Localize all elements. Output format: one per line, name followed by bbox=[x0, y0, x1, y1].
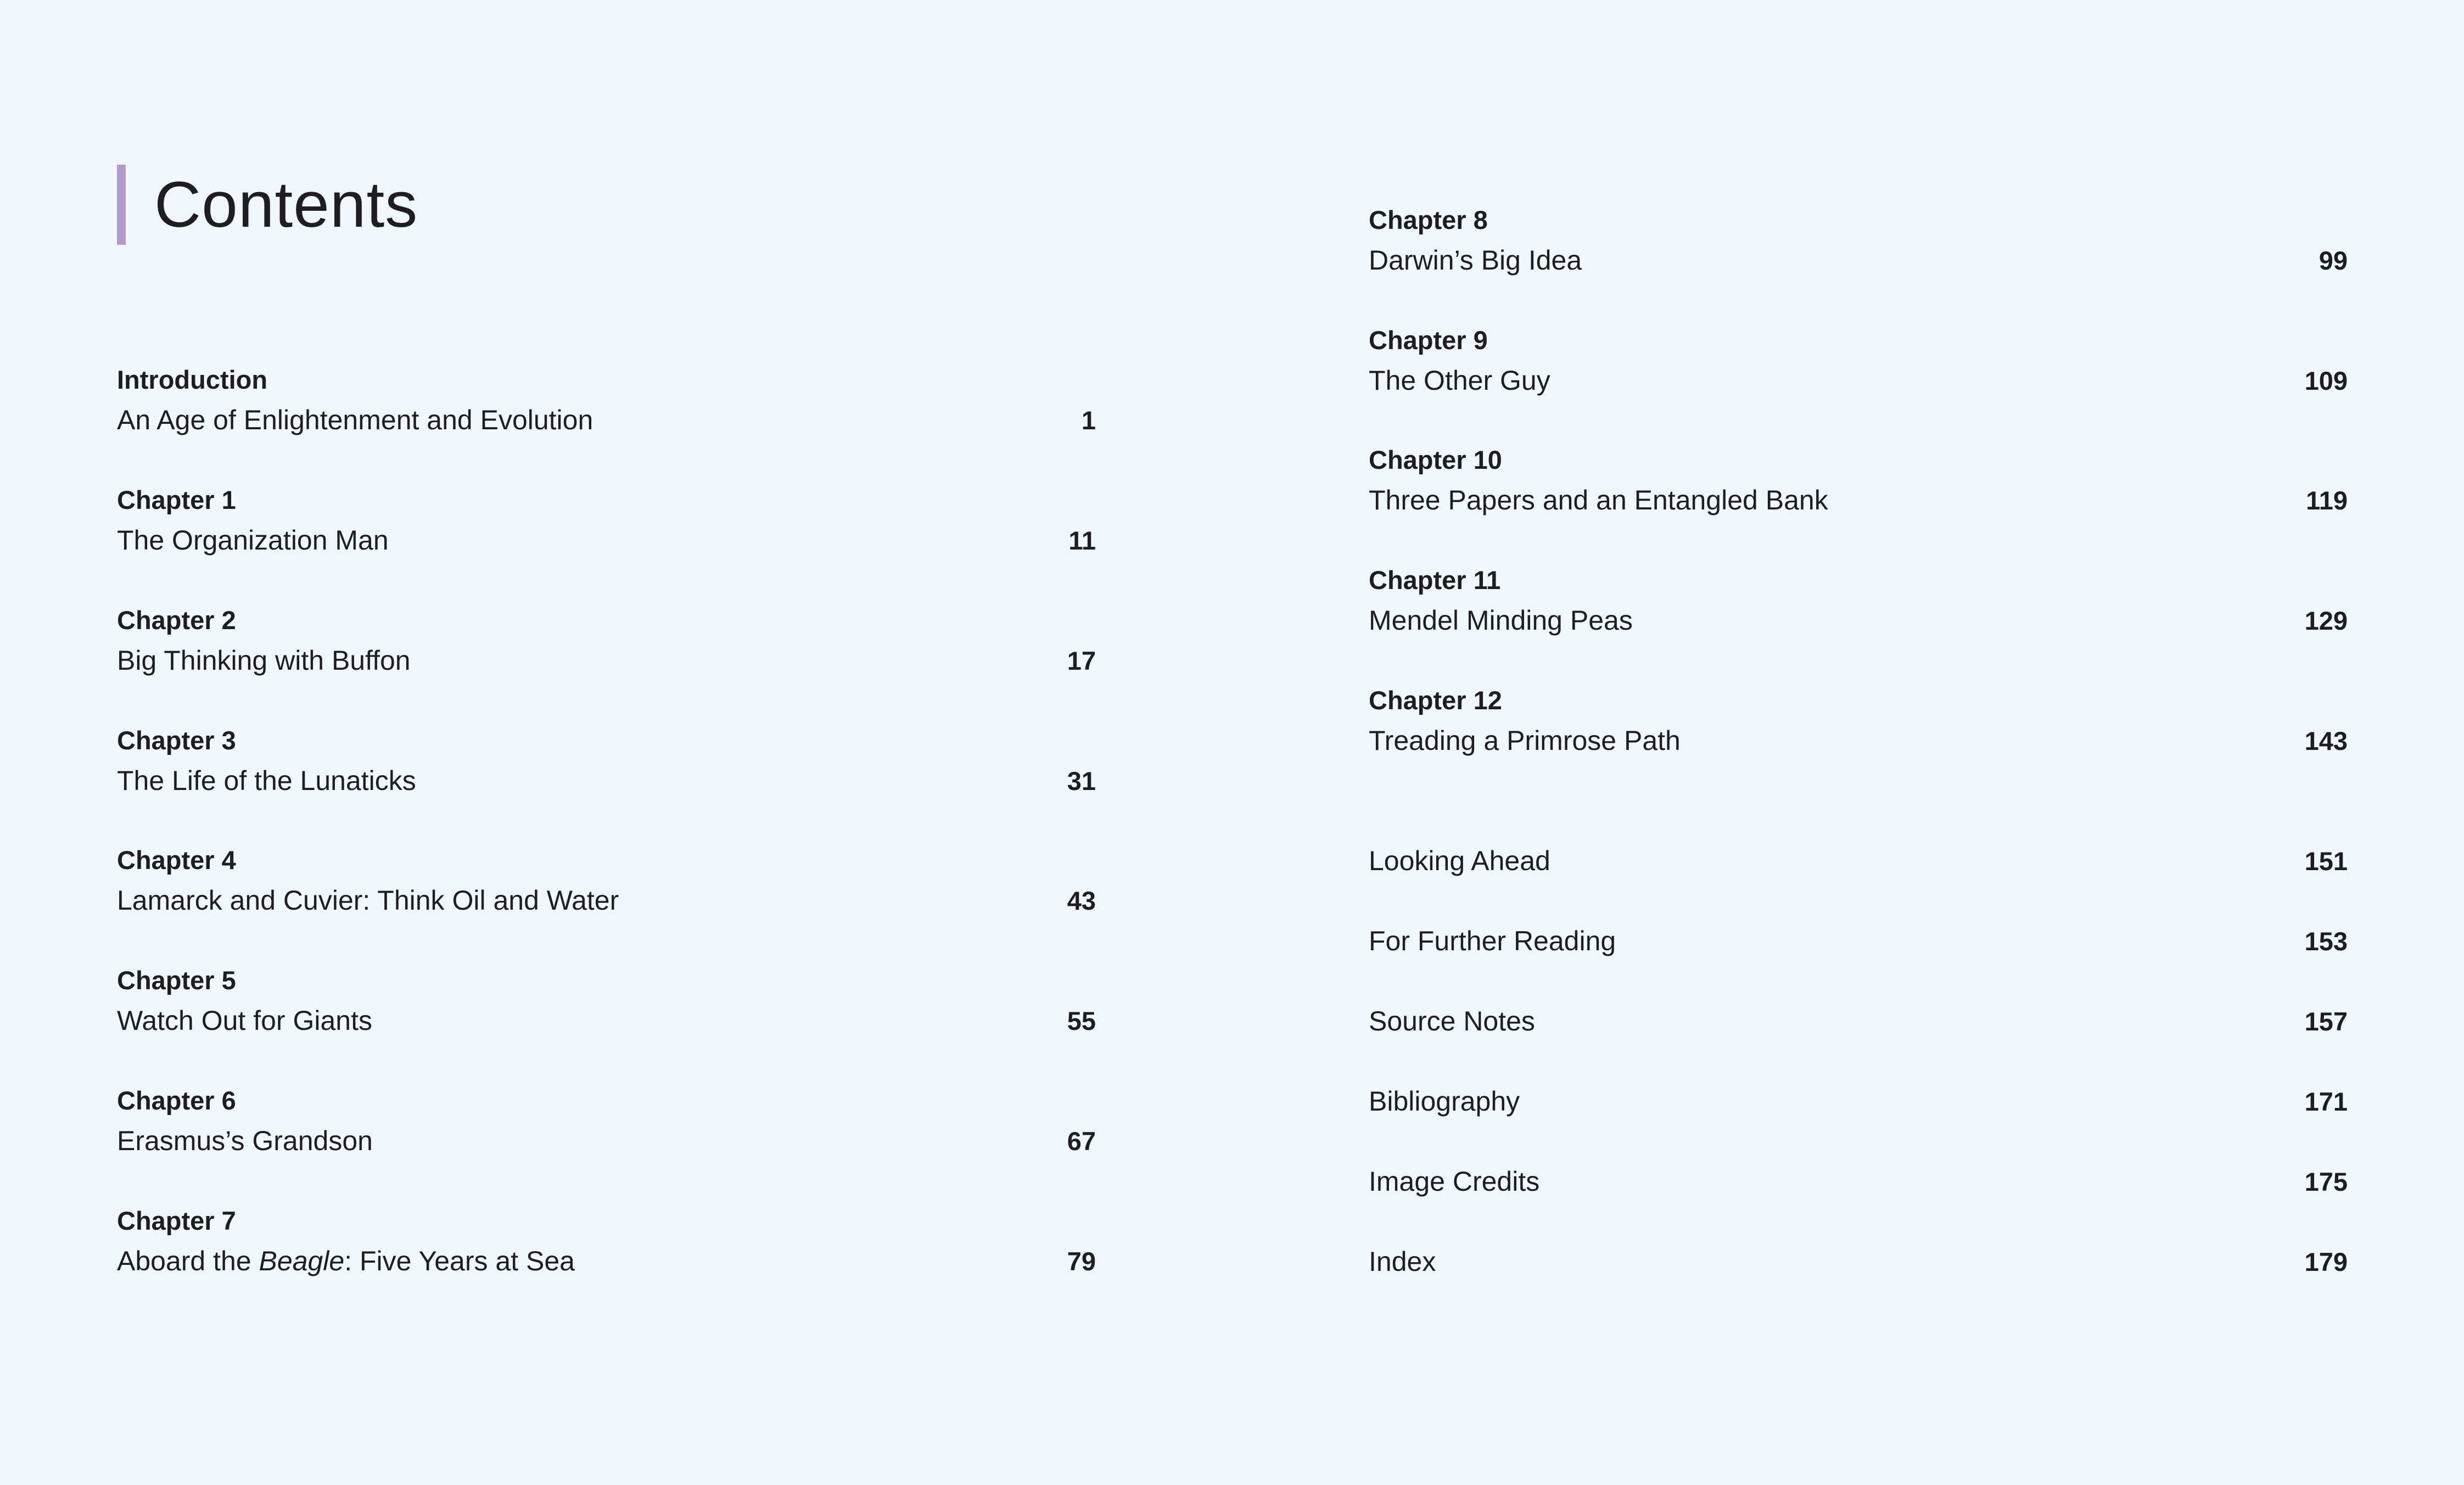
entry-title: Darwin’s Big Idea bbox=[1369, 245, 1582, 276]
entry-page-number: 31 bbox=[1067, 766, 1096, 795]
contents-heading bbox=[117, 165, 418, 245]
entry-page-number: 129 bbox=[2304, 606, 2348, 635]
entry-title: The Other Guy bbox=[1369, 365, 1550, 396]
entry-label: Chapter 2 bbox=[117, 606, 236, 635]
entry-label: Chapter 4 bbox=[117, 845, 236, 875]
entry-title: Index bbox=[1369, 1246, 1436, 1277]
page-title: Contents bbox=[154, 169, 418, 241]
entry-page-number: 179 bbox=[2304, 1247, 2348, 1276]
entry-label: Chapter 1 bbox=[117, 485, 236, 514]
entry-page-number: 43 bbox=[1067, 886, 1096, 915]
entry-page-number: 99 bbox=[2319, 246, 2348, 275]
entry-title: The Organization Man bbox=[117, 525, 389, 556]
entry-title: Source Notes bbox=[1369, 1006, 1535, 1036]
entry-label: Introduction bbox=[117, 365, 268, 394]
entry-title bbox=[117, 1247, 575, 1275]
entry-page-number: 17 bbox=[1067, 646, 1096, 675]
entry-label: Chapter 5 bbox=[117, 966, 236, 995]
entry-page-number: 157 bbox=[2304, 1007, 2348, 1036]
entry-page-number: 55 bbox=[1067, 1006, 1096, 1035]
entry-label: Chapter 6 bbox=[117, 1086, 236, 1115]
ship-name-italic: Beagle bbox=[259, 1246, 345, 1276]
entry-title: Big Thinking with Buffon bbox=[117, 645, 411, 676]
entry-page-number: 11 bbox=[1068, 526, 1096, 555]
entry-title: Looking Ahead bbox=[1369, 845, 1550, 876]
entry-page-number: 143 bbox=[2304, 726, 2348, 755]
entry-title: Image Credits bbox=[1369, 1166, 1540, 1197]
entry-label: Chapter 9 bbox=[1369, 326, 1488, 355]
entry-page-number: 171 bbox=[2304, 1087, 2348, 1116]
entry-title: For Further Reading bbox=[1369, 926, 1616, 956]
entry-title: Lamarck and Cuvier: Think Oil and Water bbox=[117, 885, 619, 916]
entry-title-part: Aboard the bbox=[117, 1246, 259, 1276]
entry-title: Watch Out for Giants bbox=[117, 1005, 372, 1036]
entry-title: The Life of the Lunaticks bbox=[117, 765, 416, 796]
entry-page-number: 119 bbox=[2306, 486, 2348, 515]
entry-page-number: 175 bbox=[2304, 1167, 2348, 1196]
entry-page-number: 151 bbox=[2304, 847, 2348, 876]
heading-accent-bar bbox=[117, 165, 126, 245]
entry-label: Chapter 3 bbox=[117, 726, 236, 755]
entry-title: Bibliography bbox=[1369, 1086, 1520, 1117]
entry-label: Chapter 12 bbox=[1369, 686, 1502, 715]
entry-label: Chapter 10 bbox=[1369, 445, 1502, 474]
entry-title: Mendel Minding Peas bbox=[1369, 605, 1633, 636]
entry-page-number: 1 bbox=[1081, 406, 1096, 435]
entry-title: Three Papers and an Entangled Bank bbox=[1369, 485, 1828, 515]
entry-title-part: : Five Years at Sea bbox=[344, 1246, 575, 1276]
entry-title: Erasmus’s Grandson bbox=[117, 1125, 373, 1156]
entry-label: Chapter 11 bbox=[1369, 565, 1501, 595]
entry-page-number: 109 bbox=[2304, 366, 2348, 395]
entry-label: Chapter 8 bbox=[1369, 205, 1488, 234]
entry-page-number: 79 bbox=[1067, 1247, 1096, 1276]
entry-page-number: 67 bbox=[1067, 1127, 1096, 1156]
entry-label: Chapter 7 bbox=[117, 1206, 236, 1235]
entry-page-number: 153 bbox=[2304, 927, 2348, 956]
entry-title: Treading a Primrose Path bbox=[1369, 725, 1681, 756]
entry-title: An Age of Enlightenment and Evolution bbox=[117, 405, 593, 435]
